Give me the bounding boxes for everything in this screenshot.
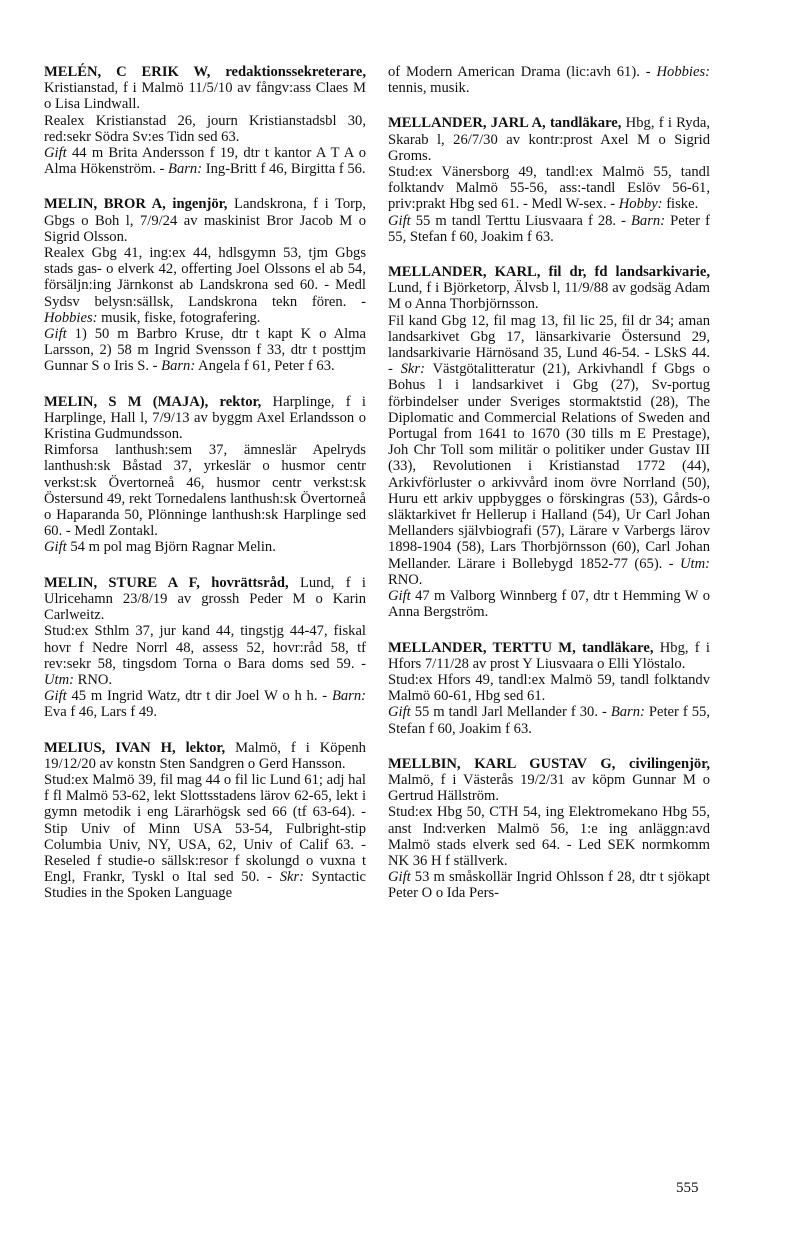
entry-intro: Harplinge, f i Harplinge, Hall l, 7/9/13 av byggm Axel Erlandsson o Kristina Gudmundsson.: [44, 393, 366, 443]
entry-melius-continued: [388, 64, 710, 96]
entry-body: Stud:ex Sthlm 37, jur kand 44, tingstjg 44-47, fiskal hovr f Nedre Norrl 48, assess 52, hovr:råd 58, tf rev:sekr 58, tingsdom Torna o Bara doms sed 59. -: [44, 623, 366, 672]
entry-text: of Modern American Drama (lic:avh 61). -: [388, 64, 657, 80]
entry-body: Stud:ex Vänersborg 49, tandl:ex Malmö 55, tandl folktandv Malmö 55-56, ass:-tandl Eslöv 56-61, priv:prakt Hbg sed 61. - Medl W-sex. -: [388, 164, 710, 213]
entry-text: 55 m tandl Jarl Mellander f 30. -: [410, 704, 611, 721]
right-column: [388, 64, 710, 921]
entry-text: fiske.: [662, 196, 699, 213]
entry-melius: [44, 740, 366, 902]
entry-heading: MELLANDER, JARL A, tandläkare,: [388, 115, 622, 132]
entry-heading: MELLBIN, KARL GUSTAV G, civilingenjör,: [388, 755, 710, 772]
entry-intro: Malmö, f i Västerås 19/2/31 av köpm Gunnar M o Gertrud Hällström.: [388, 771, 710, 805]
entry-label: Gift: [388, 869, 411, 886]
entry-label: Barn:: [168, 161, 203, 178]
entry-melen: [44, 64, 366, 177]
entry-label: Hobbies:: [656, 64, 710, 80]
entry-melin-maja: [44, 394, 366, 556]
entry-text: 47 m Valborg Winnberg f 07, dtr t Hemming W o Anna Bergström.: [388, 588, 710, 621]
entry-text: 55 m tandl Terttu Liusvaara f 28. -: [410, 212, 631, 229]
entry-label: Barn:: [331, 688, 366, 705]
entry-text: tennis, musik.: [388, 80, 470, 97]
entry-heading: MELIN, STURE A F, hovrättsråd,: [44, 574, 289, 591]
entry-text: 44 m Brita Andersson f 19, dtr t kantor A T A o Alma Hökenström. -: [44, 145, 366, 178]
entry-text: RNO.: [388, 571, 423, 588]
entry-text: RNO.: [74, 671, 113, 688]
entry-label: Utm:: [680, 555, 710, 572]
entry-label: Utm:: [44, 671, 74, 688]
entry-body: Rimforsa lanthush:sem 37, ämneslär Apelryds lanthush:sk Båstad 37, yrkeslär o husmor centr verkst:sk Övertorneå 46, husmor centr verkst:sk Östersund 49, rekt Tornedalens lanthush:sk Övertorneå o Haparanda 50, Plönninge lanthush:sk Harplinge sed 60. - Medl Zontakl.: [44, 442, 366, 540]
entry-text: 1) 50 m Barbro Kruse, dtr t kapt K o Alma Larsson, 2) 58 m Ingrid Svensson f 33, dtr t posttjm Gunnar S o Iris S. -: [44, 326, 366, 375]
entry-heading: MELIN, S M (MAJA), rektor,: [44, 393, 262, 410]
entry-text: Angela f 61, Peter f 63.: [195, 358, 335, 375]
entry-mellbin: [388, 756, 710, 902]
entry-intro: Landskrona, f i Torp, Gbgs o Boh l, 7/9/24 av maskinist Bror Jacob M o Sigrid Olsson.: [44, 196, 366, 245]
entry-text: 54 m pol mag Björn Ragnar Melin.: [66, 539, 276, 556]
entry-intro: Kristianstad, f i Malmö 11/5/10 av fångv:ass Claes M o Lisa Lindwall.: [44, 80, 366, 113]
entry-label: Skr:: [400, 361, 425, 378]
entry-text: Ing-Britt f 46, Birgitta f 56.: [202, 161, 366, 178]
entry-label: Skr:: [279, 869, 305, 886]
entry-body: Realex Kristianstad 26, journ Kristianstadsbl 30, red:sekr Södra Sv:es Tidn sed 63.: [44, 112, 366, 145]
entry-heading: MELLANDER, TERTTU M, tandläkare,: [388, 639, 654, 656]
entry-heading: MELIN, BROR A, ingenjör,: [44, 196, 228, 213]
entry-text: musik, fiske, fotografering.: [97, 309, 261, 326]
entry-intro: Hbg, f i Ryda, Skarab l, 26/7/30 av kontr:prost Axel M o Sigrid Groms.: [388, 115, 710, 164]
entry-heading: MELIUS, IVAN H, lektor,: [44, 739, 226, 756]
entry-label: Barn:: [610, 704, 645, 721]
entry-label: Gift: [44, 688, 67, 705]
entry-text: Eva f 46, Lars f 49.: [44, 704, 158, 721]
entry-text: 53 m småskollär Ingrid Ohlsson f 28, dtr t sjökapt Peter O o Ida Pers-: [388, 869, 710, 902]
entry-text: Peter f 55, Stefan f 60, Joakim f 63.: [388, 704, 710, 737]
entry-label: Gift: [388, 212, 411, 229]
entry-mellander-jarl: [388, 115, 710, 245]
entry-text: Västgötalitteratur (21), Arkivhandl f Gbgs o Bohus l i landsarkivet i Gbg (27), Sv-portug förbindelser under Sveriges stormaktstid (28), The Diplomatic and Commercial Relations of Sweden and Portugal from 1641 to 1670 (30 tills m E Prestage), Joh Chr Toll som militär o politiker under Gustav III (33), Revolutionen i Kristianstad 1772 (44), Arkivförluster o arkivvård inom övre Norrland (50), Huru ett arkiv uppbygges o förskingras (53), Gårds-o släktarkivet fr Hellerup i Halland (54), Ur Carl Johan Mellanders självbiografi (57), Lärare v Varbergs lärov 1898-1904 (58), Lars Thorbjörnsson (60), Carl Johan Mellander. Lärare i Bollebygd 1852-77 (65). -: [388, 361, 710, 572]
entry-body: Stud:ex Hfors 49, tandl:ex Malmö 59, tandl folktandv Malmö 60-61, Hbg sed 61.: [388, 671, 710, 705]
entry-body: Fil kand Gbg 12, fil mag 13, fil lic 25, fil dr 34; aman landsarkivet Gbg 17, länsarkivarie Östersund 29, landsarkivarie Härnösand 35, Lund 46-54. - LSkS 44. -: [388, 312, 710, 378]
entry-label: Barn:: [631, 212, 666, 229]
entry-label: Gift: [44, 145, 67, 162]
entry-label: Hobby:: [618, 196, 663, 213]
entry-text: Syntactic Studies in the Spoken Language: [44, 869, 366, 902]
entry-label: Gift: [388, 588, 411, 605]
entry-intro: Malmö, f i Köpenh 19/12/20 av konstn Sten Sandgren o Gerd Hansson.: [44, 739, 366, 772]
entry-melin-bror: [44, 196, 366, 374]
entry-body: Stud:ex Hbg 50, CTH 54, ing Elektromekano Hbg 55, anst Ind:verken Malmö 56, 1:e ing anläggn:avd Malmö stads elverk sed 64. - Led SEK normkomm NK 36 H f ställverk.: [388, 804, 710, 869]
entry-label: Hobbies:: [44, 309, 98, 326]
page-number: 555: [676, 1180, 699, 1196]
entry-text: 45 m Ingrid Watz, dtr t dir Joel W o h h. -: [66, 688, 332, 705]
entry-mellander-terttu: [388, 640, 710, 737]
entry-intro: Lund, f i Björketorp, Älvsb l, 11/9/88 av godsäg Adam M o Anna Thorbjörnsson.: [388, 280, 710, 313]
entry-label: Gift: [44, 326, 67, 343]
entry-label: Gift: [388, 704, 411, 721]
entry-label: Gift: [44, 539, 67, 556]
entry-melin-sture: [44, 575, 366, 721]
entry-body: Realex Gbg 41, ing:ex 44, hdlsgymn 53, tjm Gbgs stads gas- o elverk 42, offerting Joel Olssons el ab 54, försäljn:ing Järnkonst ab Landskrona sed 60. - Medl Sydsv belysn:sällsk, Landskrona tekn fören. -: [44, 245, 366, 310]
entry-text: Peter f 55, Stefan f 60, Joakim f 63.: [388, 212, 710, 245]
entry-heading: MELLANDER, KARL, fil dr, fd landsarkivarie,: [388, 264, 710, 281]
entry-body: Stud:ex Malmö 39, fil mag 44 o fil lic Lund 61; adj hal f fl Malmö 53-62, lekt Slottsstadens lärov 62-65, lekt i gymn metodik i eng Lärarhögsk sed 66 (tf 63-64). - Stip Univ of Minn USA 53-54, Fulbright-stip Columbia Univ, NY, USA, 62, Univ of Calif 63. - Reseled f studie-o sällsk:resor f skolungd o vuxna t Engl, Frankr, Tyskl o Ital sed 50. -: [44, 771, 366, 886]
entry-heading: MELÉN, C ERIK W, redaktionssekreterare,: [44, 64, 366, 80]
entry-mellander-karl: [388, 264, 710, 620]
entry-intro: Hbg, f i Hfors 7/11/28 av prost Y Liusvaara o Elli Ylöstalo.: [388, 639, 710, 672]
left-column: [44, 64, 366, 921]
entry-intro: Lund, f i Ulricehamn 23/8/19 av grossh Peder M o Karin Carlweitz.: [44, 574, 366, 624]
entry-label: Barn:: [161, 358, 196, 375]
